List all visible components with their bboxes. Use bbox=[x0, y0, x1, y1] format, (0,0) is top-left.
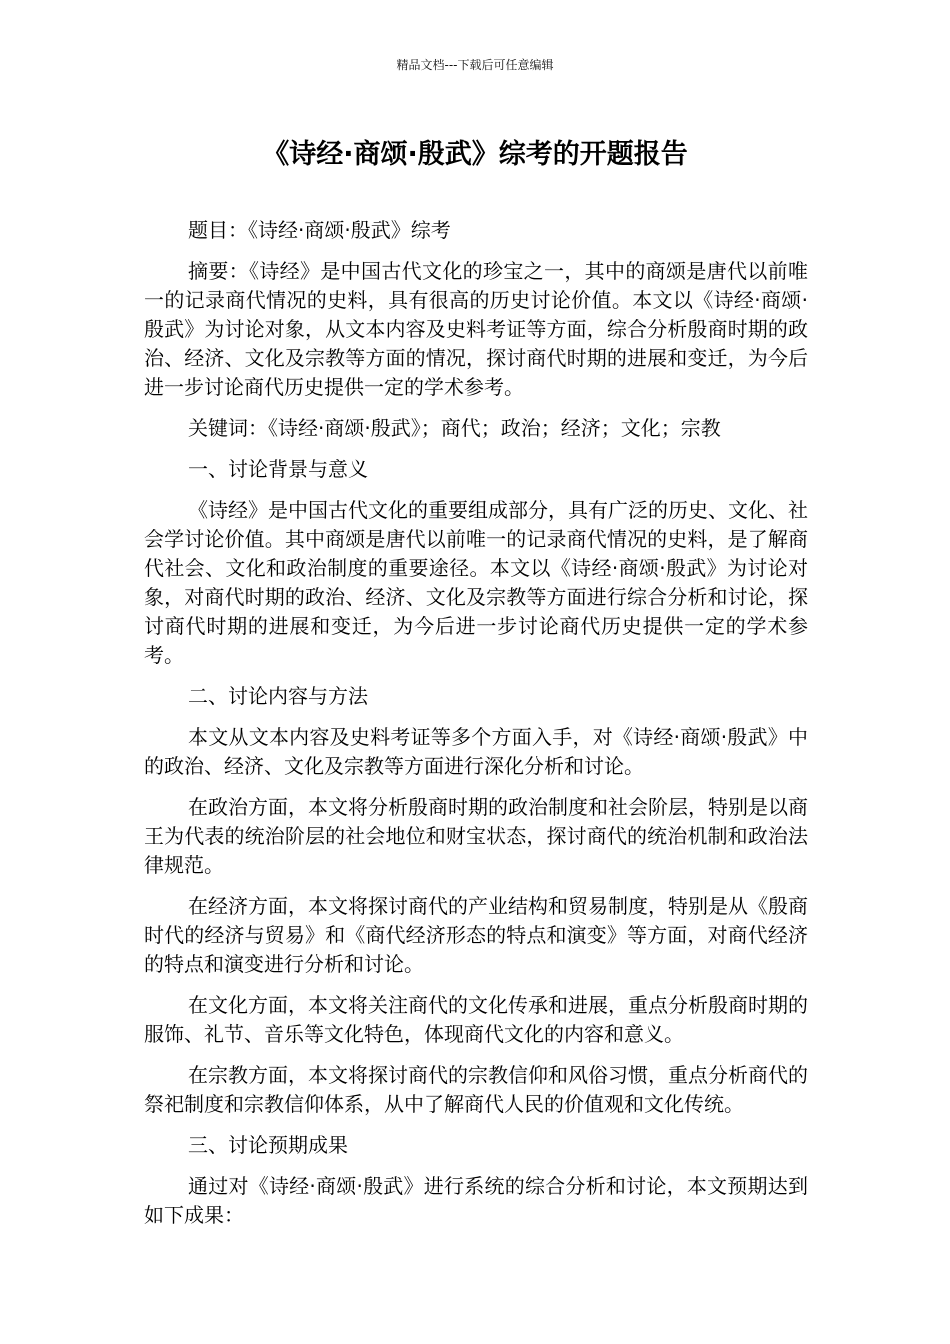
section-heading-expected-results: 三、讨论预期成果 bbox=[188, 1133, 348, 1157]
paragraph-keywords: 关键词：《诗经·商颂·殷武》；商代；政治；经济；文化；宗教 bbox=[188, 416, 721, 440]
paragraph-economy: 在经济方面，本文将探讨商代的产业结构和贸易制度，特别是从《殷商时代的经济与贸易》和《商代经济形态的特点和演变》等方面，对商代经济的特点和演变进行分析和讨论。 bbox=[144, 894, 808, 976]
paragraph-culture: 在文化方面，本文将关注商代的文化传承和进展，重点分析殷商时期的服饰、礼节、音乐等文化特色，体现商代文化的内容和意义。 bbox=[144, 993, 808, 1046]
section-heading-content-method: 二、讨论内容与方法 bbox=[188, 684, 368, 708]
paragraph-background: 《诗经》是中国古代文化的重要组成部分，具有广泛的历史、文化、社会学讨论价值。其中商颂是唐代以前唯一的记录商代情况的史料，是了解商代社会、文化和政治制度的重要途径。本文以《诗经·商颂·殷武》为讨论对象，对商代时期的政治、经济、文化及宗教等方面进行综合分析和讨论，探讨商代时期的进展和变迁，为今后进一步讨论商代历史提供一定的学术参考。 bbox=[144, 498, 808, 667]
section-heading-background: 一、讨论背景与意义 bbox=[188, 457, 368, 481]
paragraph-method-intro: 本文从文本内容及史料考证等多个方面入手，对《诗经·商颂·殷武》中的政治、经济、文化及宗教等方面进行深化分析和讨论。 bbox=[144, 725, 808, 778]
paragraph-topic: 题目：《诗经·商颂·殷武》综考 bbox=[188, 218, 451, 242]
header-note: 精品文档---下载后可任意编辑 bbox=[396, 58, 554, 72]
paragraph-politics: 在政治方面，本文将分析殷商时期的政治制度和社会阶层，特别是以商王为代表的统治阶层的社会地位和财宝状态，探讨商代的统治机制和政治法律规范。 bbox=[144, 795, 808, 877]
paragraph-religion: 在宗教方面，本文将探讨商代的宗教信仰和风俗习惯，重点分析商代的祭祀制度和宗教信仰体系，从中了解商代人民的价值观和文化传统。 bbox=[144, 1063, 808, 1116]
paragraph-abstract: 摘要：《诗经》是中国古代文化的珍宝之一，其中的商颂是唐代以前唯一的记录商代情况的史料，具有很高的历史讨论价值。本文以《诗经·商颂·殷武》为讨论对象，从文本内容及史料考证等方面，综合分析殷商时期的政治、经济、文化及宗教等方面的情况，探讨商代时期的进展和变迁，为今后进一步讨论商代历史提供一定的学术参考。 bbox=[144, 259, 808, 399]
document-body bbox=[144, 216, 808, 1242]
document-title: 《诗经·商颂·殷武》综考的开题报告 bbox=[262, 139, 688, 170]
paragraph-expected-results: 通过对《诗经·商颂·殷武》进行系统的综合分析和讨论，本文预期达到如下成果： bbox=[144, 1174, 808, 1227]
